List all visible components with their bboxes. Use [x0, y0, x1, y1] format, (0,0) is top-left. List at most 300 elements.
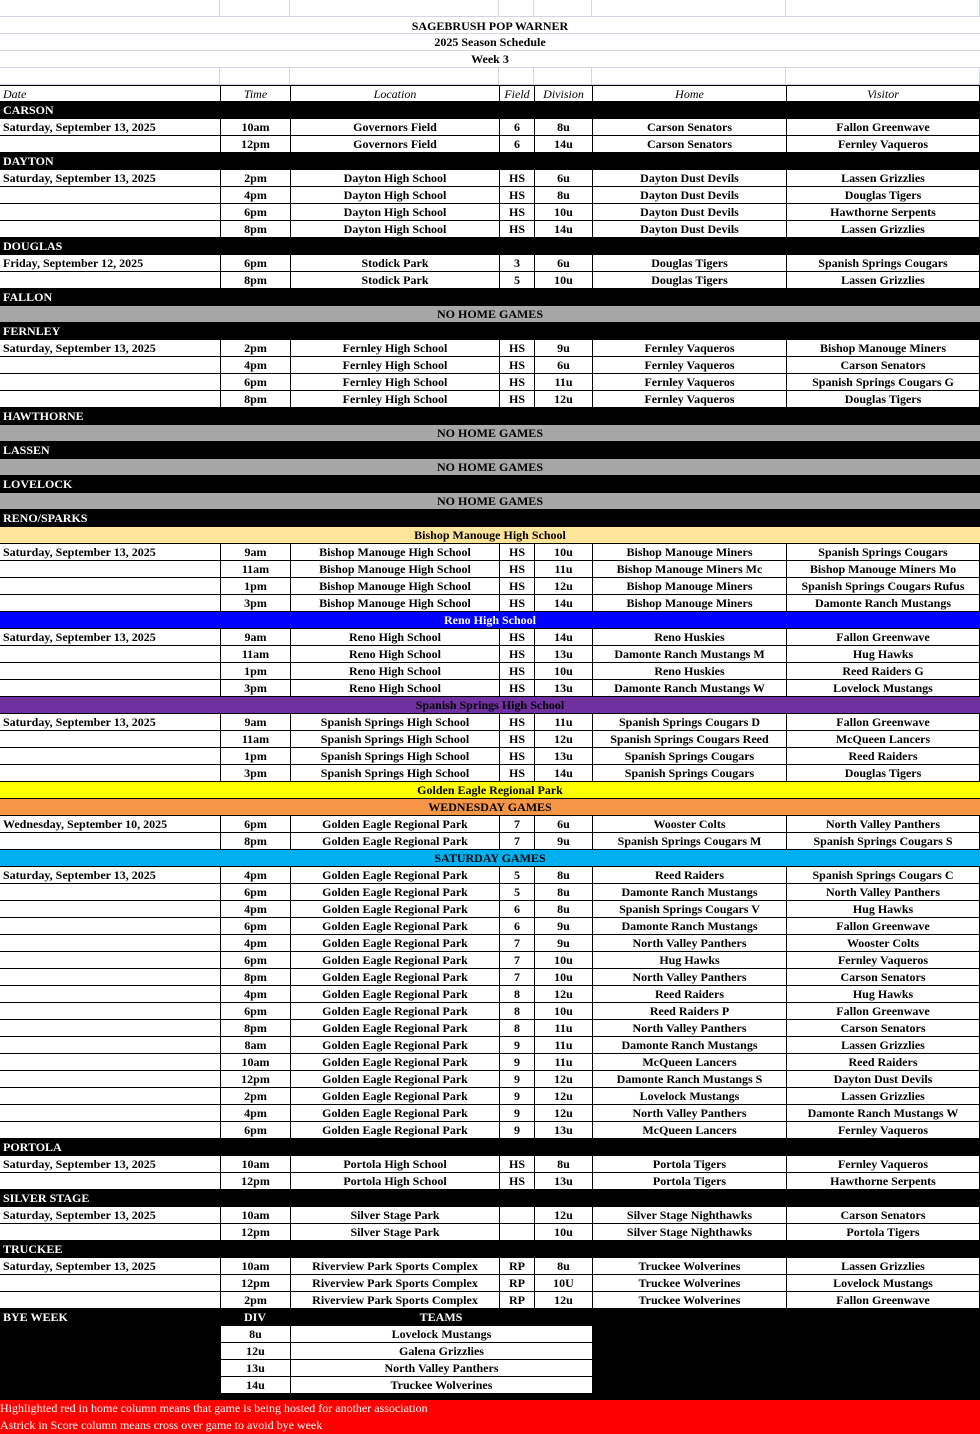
- column-header-row: [0, 85, 980, 102]
- game-row: [0, 986, 980, 1003]
- cell-time: 3pm: [220, 680, 290, 697]
- cell-home: Damonte Ranch Mustangs: [592, 918, 786, 935]
- section-header: FERNLEY: [0, 323, 980, 340]
- cell-time: 8pm: [220, 391, 290, 408]
- cell-division: 11u: [534, 1054, 592, 1071]
- cell-date: Saturday, September 13, 2025: [0, 544, 220, 561]
- cell-field: HS: [499, 595, 534, 612]
- section-header: CARSON: [0, 102, 980, 119]
- game-row: [0, 204, 980, 221]
- cell-visitor: Douglas Tigers: [786, 765, 980, 782]
- cell-date: [0, 765, 220, 782]
- game-row: [0, 680, 980, 697]
- cell-time: 12pm: [220, 1224, 290, 1241]
- cell-visitor: Bishop Manouge Miners: [786, 340, 980, 357]
- game-row: [0, 1020, 980, 1037]
- cell-field: HS: [499, 646, 534, 663]
- cell-field: 5: [499, 867, 534, 884]
- game-row: [0, 1292, 980, 1309]
- no-home-games-text: NO HOME GAMES: [436, 494, 543, 508]
- cell-date: Saturday, September 13, 2025: [0, 119, 220, 136]
- cell-division: 14u: [534, 765, 592, 782]
- cell-home: Truckee Wolverines: [592, 1292, 786, 1309]
- cell-time: 4pm: [220, 357, 290, 374]
- cell-date: [0, 748, 220, 765]
- cell-home: Silver Stage Nighthawks: [592, 1207, 786, 1224]
- note-red-highlight: Highlighted red in home column means that game is being hosted for another association: [0, 1400, 980, 1417]
- cell-date: Saturday, September 13, 2025: [0, 629, 220, 646]
- cell-field: RP: [499, 1275, 534, 1292]
- cell-division: 11u: [534, 1037, 592, 1054]
- bye-week-list: [0, 1326, 980, 1394]
- cell-home: Fernley Vaqueros: [592, 391, 786, 408]
- game-row: [0, 255, 980, 272]
- no-home-games-banner: [0, 493, 980, 510]
- cell-date: [0, 1003, 220, 1020]
- cell-visitor: Spanish Springs Cougars G: [786, 374, 980, 391]
- cell-time: 6pm: [220, 204, 290, 221]
- game-row: [0, 221, 980, 238]
- cell-visitor: Douglas Tigers: [786, 187, 980, 204]
- cell-location: Golden Eagle Regional Park: [290, 1105, 499, 1122]
- game-row: [0, 663, 980, 680]
- cell-division: 6u: [534, 816, 592, 833]
- cell-location: Spanish Springs High School: [290, 731, 499, 748]
- cell-field: HS: [499, 204, 534, 221]
- cell-location: Portola High School: [290, 1173, 499, 1190]
- cell-location: Spanish Springs High School: [290, 714, 499, 731]
- game-row: [0, 748, 980, 765]
- cell-home: Bishop Manouge Miners: [592, 578, 786, 595]
- cell-time: 6pm: [220, 918, 290, 935]
- game-row: [0, 170, 980, 187]
- cell-division: 8u: [534, 119, 592, 136]
- cell-home: North Valley Panthers: [592, 1020, 786, 1037]
- game-row: [0, 119, 980, 136]
- cell-field: HS: [499, 391, 534, 408]
- cell-location: Bishop Manouge High School: [290, 544, 499, 561]
- cell-date: Friday, September 12, 2025: [0, 255, 220, 272]
- cell-time: 9am: [220, 629, 290, 646]
- cell-home: Reno Huskies: [592, 663, 786, 680]
- cell-date: [0, 1224, 220, 1241]
- game-row: [0, 340, 980, 357]
- cell-home: Truckee Wolverines: [592, 1275, 786, 1292]
- section-header: RENO/SPARKS: [0, 510, 980, 527]
- cell-visitor: Lassen Grizzlies: [786, 1088, 980, 1105]
- cell-location: Silver Stage Park: [290, 1224, 499, 1241]
- cell-location: Spanish Springs High School: [290, 765, 499, 782]
- cell-visitor: Carson Senators: [786, 1020, 980, 1037]
- cell-division: 11u: [534, 374, 592, 391]
- cell-division: 12u: [534, 986, 592, 1003]
- cell-visitor: Fernley Vaqueros: [786, 952, 980, 969]
- cell-visitor: Carson Senators: [786, 357, 980, 374]
- cell-visitor: Fernley Vaqueros: [786, 136, 980, 153]
- cell-visitor: Wooster Colts: [786, 935, 980, 952]
- bye-division: 12u: [220, 1343, 290, 1360]
- cell-date: [0, 680, 220, 697]
- cell-visitor: Bishop Manouge Miners Mo: [786, 561, 980, 578]
- cell-time: 9am: [220, 544, 290, 561]
- cell-division: 6u: [534, 357, 592, 374]
- cell-home: Spanish Springs Cougars D: [592, 714, 786, 731]
- cell-home: Silver Stage Nighthawks: [592, 1224, 786, 1241]
- cell-field: 6: [499, 901, 534, 918]
- cell-visitor: Hawthorne Serpents: [786, 1173, 980, 1190]
- bye-week-row: [0, 1343, 980, 1360]
- game-row: [0, 1122, 980, 1139]
- cell-location: Fernley High School: [290, 391, 499, 408]
- cell-visitor: Fallon Greenwave: [786, 714, 980, 731]
- note-asterisk: Astrick in Score column means cross over game to avoid bye week: [0, 1417, 980, 1434]
- section-header: FALLON: [0, 289, 980, 306]
- cell-division: 14u: [534, 136, 592, 153]
- cell-location: Golden Eagle Regional Park: [290, 935, 499, 952]
- cell-home: North Valley Panthers: [592, 1105, 786, 1122]
- cell-division: 10u: [534, 544, 592, 561]
- game-row: [0, 731, 980, 748]
- cell-visitor: Reed Raiders: [786, 1054, 980, 1071]
- venue-banner: [0, 799, 980, 816]
- game-row: [0, 1207, 980, 1224]
- cell-field: HS: [499, 340, 534, 357]
- cell-home: Spanish Springs Cougars V: [592, 901, 786, 918]
- cell-home: Damonte Ranch Mustangs S: [592, 1071, 786, 1088]
- cell-visitor: Portola Tigers: [786, 1224, 980, 1241]
- cell-date: Saturday, September 13, 2025: [0, 867, 220, 884]
- bye-teams-header: TEAMS: [290, 1309, 592, 1326]
- cell-home: Damonte Ranch Mustangs: [592, 1037, 786, 1054]
- section-header: HAWTHORNE: [0, 408, 980, 425]
- cell-date: [0, 204, 220, 221]
- cell-visitor: Carson Senators: [786, 969, 980, 986]
- cell-home: Reno Huskies: [592, 629, 786, 646]
- game-row: [0, 1156, 980, 1173]
- cell-division: 13u: [534, 1122, 592, 1139]
- cell-field: 9: [499, 1122, 534, 1139]
- cell-division: 10u: [534, 663, 592, 680]
- cell-date: [0, 1122, 220, 1139]
- cell-division: 8u: [534, 1258, 592, 1275]
- cell-division: 12u: [534, 1071, 592, 1088]
- game-row: [0, 1275, 980, 1292]
- cell-home: Fernley Vaqueros: [592, 374, 786, 391]
- cell-home: Spanish Springs Cougars: [592, 765, 786, 782]
- cell-location: Bishop Manouge High School: [290, 578, 499, 595]
- game-row: [0, 1173, 980, 1190]
- cell-division: 11u: [534, 714, 592, 731]
- header-home: Home: [592, 85, 786, 102]
- cell-field: HS: [499, 714, 534, 731]
- cell-time: 8pm: [220, 1020, 290, 1037]
- cell-time: 2pm: [220, 1292, 290, 1309]
- cell-location: Fernley High School: [290, 357, 499, 374]
- section-header: LOVELOCK: [0, 476, 980, 493]
- cell-division: 6u: [534, 255, 592, 272]
- cell-division: 8u: [534, 187, 592, 204]
- cell-home: Douglas Tigers: [592, 272, 786, 289]
- cell-visitor: Spanish Springs Cougars: [786, 255, 980, 272]
- no-home-games-banner: [0, 306, 980, 323]
- cell-visitor: Spanish Springs Cougars Rufus: [786, 578, 980, 595]
- game-row: [0, 374, 980, 391]
- cell-home: Damonte Ranch Mustangs M: [592, 646, 786, 663]
- cell-date: [0, 1088, 220, 1105]
- game-row: [0, 867, 980, 884]
- cell-home: Spanish Springs Cougars M: [592, 833, 786, 850]
- cell-time: 2pm: [220, 170, 290, 187]
- venue-banner: [0, 697, 980, 714]
- cell-division: 14u: [534, 629, 592, 646]
- bye-week-row: [0, 1377, 980, 1394]
- cell-field: HS: [499, 1173, 534, 1190]
- cell-field: HS: [499, 731, 534, 748]
- bye-week-row: [0, 1326, 980, 1343]
- cell-division: 13u: [534, 680, 592, 697]
- cell-date: [0, 1020, 220, 1037]
- game-row: [0, 1003, 980, 1020]
- cell-location: Dayton High School: [290, 221, 499, 238]
- cell-division: 12u: [534, 1207, 592, 1224]
- cell-division: 13u: [534, 748, 592, 765]
- cell-home: Reed Raiders: [592, 986, 786, 1003]
- cell-field: 9: [499, 1071, 534, 1088]
- cell-field: HS: [499, 187, 534, 204]
- venue-banner-label: Spanish Springs High School: [415, 698, 565, 712]
- cell-visitor: Damonte Ranch Mustangs: [786, 595, 980, 612]
- cell-field: 8: [499, 986, 534, 1003]
- bye-team: Galena Grizzlies: [290, 1343, 592, 1360]
- cell-field: RP: [499, 1258, 534, 1275]
- cell-date: [0, 969, 220, 986]
- cell-date: [0, 952, 220, 969]
- cell-division: 10u: [534, 952, 592, 969]
- cell-home: Douglas Tigers: [592, 255, 786, 272]
- venue-banner: [0, 612, 980, 629]
- cell-home: Truckee Wolverines: [592, 1258, 786, 1275]
- cell-home: Bishop Manouge Miners: [592, 595, 786, 612]
- cell-home: Spanish Springs Cougars Reed: [592, 731, 786, 748]
- cell-division: 10u: [534, 969, 592, 986]
- game-row: [0, 935, 980, 952]
- cell-location: Portola High School: [290, 1156, 499, 1173]
- cell-location: Golden Eagle Regional Park: [290, 1088, 499, 1105]
- cell-location: Golden Eagle Regional Park: [290, 901, 499, 918]
- cell-home: Dayton Dust Devils: [592, 221, 786, 238]
- cell-time: 10am: [220, 1156, 290, 1173]
- cell-division: 12u: [534, 731, 592, 748]
- cell-division: 8u: [534, 1156, 592, 1173]
- cell-time: 6pm: [220, 952, 290, 969]
- cell-date: [0, 833, 220, 850]
- cell-time: 1pm: [220, 748, 290, 765]
- game-row: [0, 901, 980, 918]
- bye-team: Truckee Wolverines: [290, 1377, 592, 1394]
- game-row: [0, 714, 980, 731]
- cell-date: Saturday, September 13, 2025: [0, 1156, 220, 1173]
- cell-time: 1pm: [220, 578, 290, 595]
- cell-time: 4pm: [220, 1105, 290, 1122]
- cell-time: 4pm: [220, 935, 290, 952]
- cell-visitor: Lassen Grizzlies: [786, 1037, 980, 1054]
- cell-division: 12u: [534, 1088, 592, 1105]
- cell-home: Dayton Dust Devils: [592, 187, 786, 204]
- header-visitor: Visitor: [786, 85, 980, 102]
- cell-date: Saturday, September 13, 2025: [0, 1258, 220, 1275]
- cell-home: Lovelock Mustangs: [592, 1088, 786, 1105]
- cell-location: Golden Eagle Regional Park: [290, 867, 499, 884]
- cell-visitor: Fernley Vaqueros: [786, 1156, 980, 1173]
- cell-location: Reno High School: [290, 680, 499, 697]
- cell-date: [0, 221, 220, 238]
- cell-time: 8pm: [220, 272, 290, 289]
- cell-division: 14u: [534, 595, 592, 612]
- cell-field: 6: [499, 119, 534, 136]
- bye-division: 14u: [220, 1377, 290, 1394]
- cell-division: 12u: [534, 1292, 592, 1309]
- cell-field: HS: [499, 1156, 534, 1173]
- header-division: Division: [534, 85, 592, 102]
- cell-date: [0, 357, 220, 374]
- cell-division: 11u: [534, 1020, 592, 1037]
- cell-date: Wednesday, September 10, 2025: [0, 816, 220, 833]
- cell-visitor: Hug Hawks: [786, 646, 980, 663]
- cell-field: 9: [499, 1037, 534, 1054]
- cell-date: Saturday, September 13, 2025: [0, 170, 220, 187]
- game-row: [0, 952, 980, 969]
- cell-visitor: Fallon Greenwave: [786, 1003, 980, 1020]
- cell-date: [0, 646, 220, 663]
- cell-location: Golden Eagle Regional Park: [290, 969, 499, 986]
- cell-visitor: Spanish Springs Cougars C: [786, 867, 980, 884]
- cell-field: HS: [499, 544, 534, 561]
- week-label: Week 3: [0, 51, 980, 68]
- bye-week-label: BYE WEEK: [0, 1309, 220, 1326]
- section-header: LASSEN: [0, 442, 980, 459]
- cell-time: 12pm: [220, 1275, 290, 1292]
- cell-division: 8u: [534, 884, 592, 901]
- cell-visitor: Lovelock Mustangs: [786, 680, 980, 697]
- venue-banner-label: Bishop Manouge High School: [414, 528, 566, 542]
- cell-field: 7: [499, 952, 534, 969]
- cell-time: 12pm: [220, 136, 290, 153]
- cell-field: HS: [499, 374, 534, 391]
- cell-home: Portola Tigers: [592, 1173, 786, 1190]
- bye-week-header: [0, 1309, 980, 1326]
- venue-banner-label: WEDNESDAY GAMES: [428, 800, 552, 814]
- cell-field: [499, 1207, 534, 1224]
- cell-time: 3pm: [220, 765, 290, 782]
- cell-division: 10U: [534, 1275, 592, 1292]
- cell-location: Riverview Park Sports Complex: [290, 1292, 499, 1309]
- cell-location: Golden Eagle Regional Park: [290, 1037, 499, 1054]
- cell-date: [0, 374, 220, 391]
- cell-home: Bishop Manouge Miners Mc: [592, 561, 786, 578]
- cell-date: [0, 578, 220, 595]
- cell-time: 8pm: [220, 221, 290, 238]
- cell-time: 6pm: [220, 374, 290, 391]
- no-home-games-banner: [0, 459, 980, 476]
- cell-time: 2pm: [220, 340, 290, 357]
- cell-time: 3pm: [220, 595, 290, 612]
- cell-field: HS: [499, 748, 534, 765]
- cell-date: [0, 595, 220, 612]
- cell-time: 8am: [220, 1037, 290, 1054]
- cell-home: North Valley Panthers: [592, 969, 786, 986]
- cell-division: 13u: [534, 1173, 592, 1190]
- cell-field: HS: [499, 663, 534, 680]
- venue-banner: [0, 850, 980, 867]
- cell-field: RP: [499, 1292, 534, 1309]
- cell-date: [0, 391, 220, 408]
- cell-location: Golden Eagle Regional Park: [290, 1003, 499, 1020]
- cell-field: HS: [499, 578, 534, 595]
- cell-location: Riverview Park Sports Complex: [290, 1258, 499, 1275]
- header-date: Date: [0, 85, 220, 102]
- cell-location: Dayton High School: [290, 204, 499, 221]
- cell-time: 11am: [220, 731, 290, 748]
- cell-home: Dayton Dust Devils: [592, 204, 786, 221]
- game-row: [0, 561, 980, 578]
- cell-location: Bishop Manouge High School: [290, 561, 499, 578]
- cell-location: Golden Eagle Regional Park: [290, 986, 499, 1003]
- top-spacer-row: [0, 0, 980, 17]
- cell-home: Carson Senators: [592, 136, 786, 153]
- cell-location: Fernley High School: [290, 340, 499, 357]
- cell-time: 8pm: [220, 833, 290, 850]
- cell-visitor: Dayton Dust Devils: [786, 1071, 980, 1088]
- cell-location: Riverview Park Sports Complex: [290, 1275, 499, 1292]
- cell-visitor: Spanish Springs Cougars: [786, 544, 980, 561]
- game-row: [0, 646, 980, 663]
- cell-visitor: Fallon Greenwave: [786, 1292, 980, 1309]
- cell-visitor: Lassen Grizzlies: [786, 1258, 980, 1275]
- cell-time: 10am: [220, 1207, 290, 1224]
- schedule-body: [0, 102, 980, 1309]
- cell-location: Golden Eagle Regional Park: [290, 1020, 499, 1037]
- section-header: PORTOLA: [0, 1139, 980, 1156]
- cell-visitor: Fallon Greenwave: [786, 629, 980, 646]
- cell-division: 9u: [534, 918, 592, 935]
- venue-banner-label: Reno High School: [443, 613, 536, 627]
- cell-division: 10u: [534, 272, 592, 289]
- header-time: Time: [220, 85, 290, 102]
- cell-field: 7: [499, 833, 534, 850]
- cell-location: Dayton High School: [290, 170, 499, 187]
- cell-time: 4pm: [220, 867, 290, 884]
- cell-field: 9: [499, 1088, 534, 1105]
- cell-visitor: Carson Senators: [786, 1207, 980, 1224]
- cell-field: HS: [499, 629, 534, 646]
- game-row: [0, 1054, 980, 1071]
- cell-visitor: Douglas Tigers: [786, 391, 980, 408]
- cell-field: 5: [499, 272, 534, 289]
- game-row: [0, 1258, 980, 1275]
- cell-division: 9u: [534, 935, 592, 952]
- game-row: [0, 884, 980, 901]
- cell-time: 12pm: [220, 1173, 290, 1190]
- section-header: TRUCKEE: [0, 1241, 980, 1258]
- cell-field: HS: [499, 221, 534, 238]
- cell-division: 9u: [534, 833, 592, 850]
- cell-location: Golden Eagle Regional Park: [290, 833, 499, 850]
- game-row: [0, 595, 980, 612]
- cell-location: Fernley High School: [290, 374, 499, 391]
- cell-visitor: North Valley Panthers: [786, 884, 980, 901]
- cell-time: 6pm: [220, 255, 290, 272]
- cell-time: 12pm: [220, 1071, 290, 1088]
